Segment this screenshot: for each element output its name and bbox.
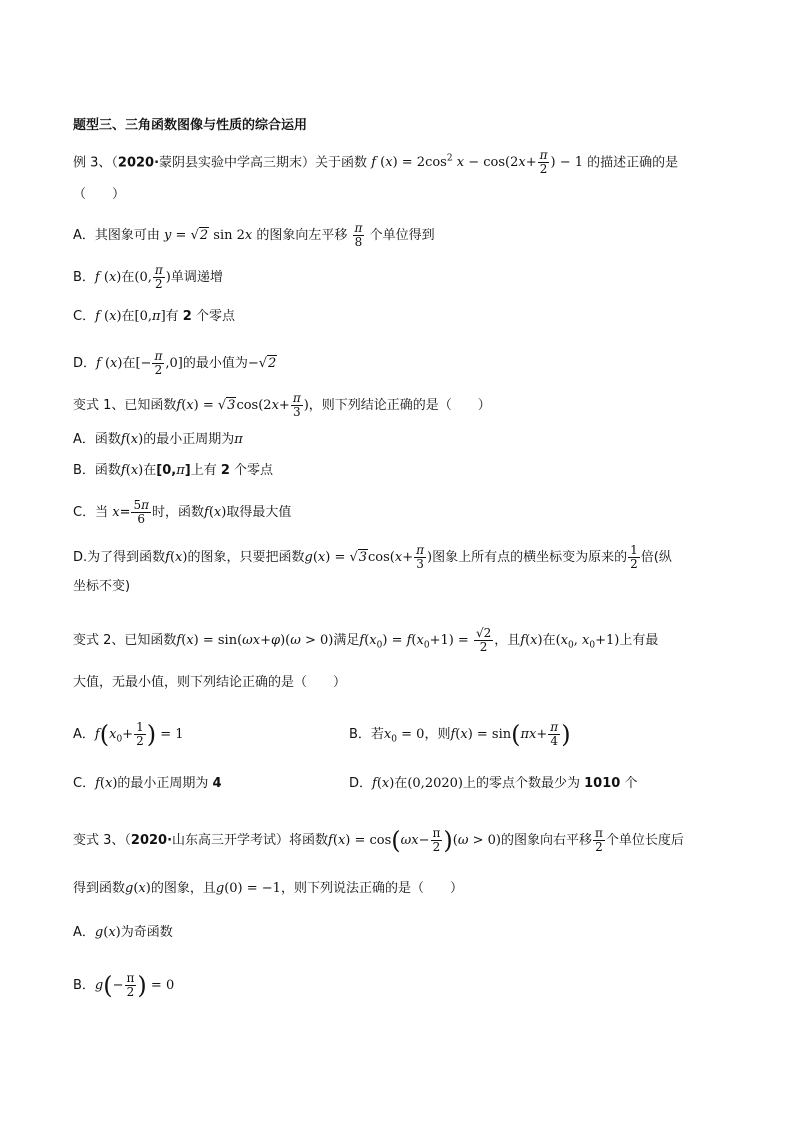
v3-stem-mid: 的图象向右平移 [500,833,592,848]
v3-b-label: B． [73,978,95,993]
v1-stem-pre: 变式 1、已知函数 [73,398,177,413]
v3-line2-pre: 得到函数 [73,881,126,896]
v1-d-text-1: 的图象，只要把函数 [187,550,305,565]
v3-line2-post: ，则下列说法正确的是（ ） [280,881,463,896]
v2-d-text-b: 个 [620,776,638,791]
v2-stem-mid3: 在 [542,633,556,648]
v1-b-text-a: 上有 [190,463,221,478]
v3-stem-pre: 变式 3、（ [73,833,131,848]
variant-1-stem: 变式 1、已知函数f(x) = √3cos(2x+ $\frac{\pi}{3}$ )，则下列结论正确的是（ ） [73,391,491,419]
ex3-option-b: B．f (x)在(0, $\frac{\pi}{2}$ )单调递增 [73,263,223,291]
v1-c-text: 时，函数 [152,505,205,520]
v1-d-label: D.为了得到函数 [73,550,166,565]
v1-b-text: 在 [143,463,157,478]
v1-option-c: C．当 x= $\frac{5\pi}{6}$ 时，函数f(x)取得最大值 [73,498,292,526]
ex3-c-label: C． [73,309,96,324]
ex3-option-a: A．其图象可由 y = √2 sin 2x 的图象向左平移 $\frac{\pi}{8}$ 个单位得到 [73,221,435,249]
v2-stem-line2: 大值，无最小值，则下列结论正确的是（ ） [73,675,347,690]
v2-stem-post: 上有最 [619,633,659,648]
v3-source: 山东高三开学考试）将函数 [172,833,329,848]
ex3-d-text-end: 的最小值为 [182,356,248,371]
v2-option-d: D．f(x)在(0,2020)上的零点个数最少为 1010 个 [349,776,638,791]
v1-d-text-2: 图象上所有点的横坐标变为原来的 [432,550,628,565]
ex3-b-label: B． [73,270,95,285]
v2-d-label: D． [349,776,373,791]
ex3-option-c: C．f (x)在[0,π]有 2 个零点 [73,309,235,324]
v2-c-text: 的最小正周期为 [117,776,213,791]
v1-option-b: B．函数f(x)在[0,π]上有 2 个零点 [73,463,274,478]
section-title: 题型三、三角函数图像与性质的综合运用 [73,118,308,133]
ex3-d-label: D． [73,356,97,371]
v2-stem-pre: 变式 2、已知函数 [73,633,177,648]
ex3-a-label: A．其图象可由 [73,228,160,243]
v1-c-var: x [112,505,120,520]
ex3-d-text: 在 [122,356,136,371]
v3-option-b: B．g(− $\frac{\pi}{2}$ ) = 0 [73,971,175,1000]
v2-option-b: B．若$x_0 = 0$，则f(x) = sin(πx+ $\frac{\pi}{4}$ ) [349,720,571,749]
v1-b-label: B．函数 [73,463,121,478]
v1-option-d: D.为了得到函数f(x)的图象，只要把函数g(x) = √3cos(x+ $\frac{\pi}{3}$ )图象上所有点的横坐标变为原来的 $\frac{1}{2}$ 倍(纵 [73,543,672,571]
v1-c-label: C．当 [73,505,113,520]
v2-stem-mid: 满足 [333,633,360,648]
v1-b-text-b: 个零点 [229,463,274,478]
v1-a-text: 的最小正周期为 [143,432,235,447]
ex3-option-d: D．f (x)在[− $\frac{\pi}{2}$ ,0]的最小值为−√2 [73,349,277,377]
v2-options-row-2 [73,774,734,794]
v2-options-row-1 [73,721,734,750]
v1-a-label: A．函数 [73,432,121,447]
v3-line2-mid: 的图象，且 [150,881,216,896]
v2-option-c: C．f(x)的最小正周期为 4 [73,776,222,791]
v1-c-eq: = [119,505,131,520]
v2-c-number: 4 [212,776,222,791]
v1-stem-post: ，则下列结论正确的是（ ） [308,398,491,413]
v2-a-label: A． [73,727,95,742]
v2-b-label: B．若 [349,727,384,742]
v2-d-number: 1010 [584,776,621,791]
ex3-answer-blank: （ ） [73,187,126,202]
v3-stem-line2: 得到函数g(x)的图象，且g(0) = −1，则下列说法正确的是（ ） [73,881,463,896]
v3-source-year: 2020· [130,833,173,848]
v1-b-interval-b: ] [184,463,191,478]
v2-d-text: 在 [394,776,408,791]
ex3-suffix: 的描述正确的是 [587,155,679,171]
v1-option-d-line2: 坐标不变) [73,579,131,594]
v3-stem-post: 个单位长度后 [605,833,684,848]
variant-3-stem: 变式 3、（2020·山东高三开学考试）将函数f(x) = cos(ωx− $\frac{\pi}{2}$ )(ω > 0)的图象向右平移 $\frac{\pi}{2}$ 个单位长度后 [73,826,684,855]
v1-b-interval-a: [0, [156,463,177,478]
ex3-c-number: 2 [182,309,192,324]
ex3-prefix: 例 3、（ [73,155,118,171]
ex3-b-text-end: 单调递增 [170,270,223,285]
v1-option-a: A．函数f(x)的最小正周期为π [73,432,243,447]
variant-2-stem: 变式 2、已知函数f(x) = sin(ωx+φ)(ω > 0)满足$f(x_0) = f(x_0+1)$ = $\frac{√2}{2}$ ，且f(x)在($x_0$, $x_0+1$)上有最 [73,626,659,654]
ex3-a-text-end: 个单位得到 [369,228,435,243]
v2-option-a: A．$f(x_0+$ $\frac{1}{2}$ ) = 1 [73,720,184,749]
ex3-c-text-b: 个零点 [191,309,235,324]
v2-b-text: ，则 [424,727,451,742]
v1-b-number: 2 [220,463,230,478]
example-3-stem [73,149,734,176]
v1-d-text-3: 倍(纵 [640,550,672,565]
v3-a-text: 为奇函数 [120,925,173,940]
ex3-formula: f $(x) = 2\cos^2$ x − cos(2x+ $\frac{\pi}{2}$ ) − 1 [371,148,583,177]
v2-c-label: C． [73,776,96,791]
ex3-b-text: 在 [121,270,135,285]
v3-option-a: A．g(x)为奇函数 [73,925,173,940]
v2-stem-mid2: ，且 [494,633,521,648]
ex3-c-text: 在 [121,309,135,324]
v1-c-text-end: 取得最大值 [226,505,292,520]
ex3-c-text-a: 有 [165,309,183,324]
ex3-a-text: 的图象向左平移 [256,228,348,243]
ex3-source-year: 2020· [117,155,160,171]
ex3-source: 蒙阴县实验中学高三期末）关于函数 [159,155,368,171]
v3-a-label: A． [73,925,95,940]
v2-d-text-a: 上的零点个数最少为 [462,776,585,791]
